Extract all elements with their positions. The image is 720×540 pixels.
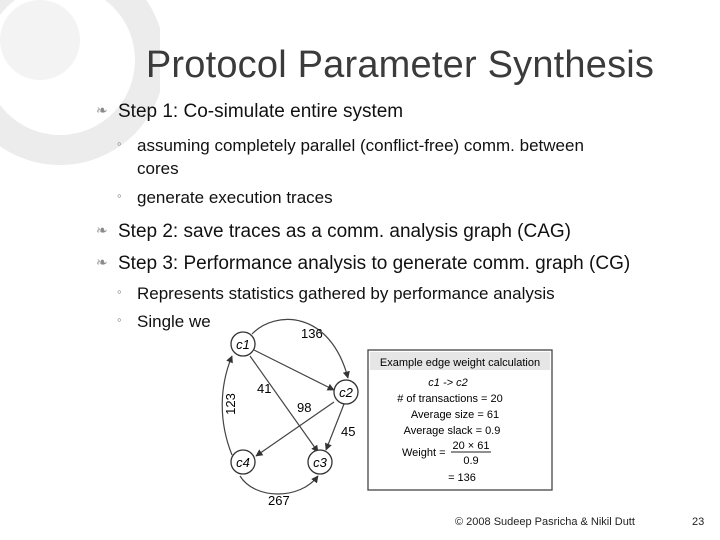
box-numerator: 20 × 61 <box>452 440 490 452</box>
box-avg-size: Average size = 61 <box>410 409 500 421</box>
comm-graph-figure <box>210 316 560 516</box>
edge-c1-c2 <box>252 319 348 378</box>
node-c1 <box>231 332 255 356</box>
svg-text:c4: c4 <box>236 455 250 470</box>
box-result: = 136 <box>448 472 476 484</box>
edge-weight-calculation-box <box>368 350 552 490</box>
bullet-icon: ❧ <box>96 102 108 118</box>
bullet-icon: ❧ <box>96 222 108 238</box>
node-c2 <box>334 380 358 404</box>
sub-bullet-parallel-line2: cores <box>137 159 179 178</box>
sub-bullet-icon: ◦ <box>117 284 122 299</box>
bullet-step-2 <box>96 221 572 243</box>
bullet-step-1 <box>96 101 404 123</box>
sub-bullet-icon: ◦ <box>117 188 122 203</box>
node-c3 <box>308 450 332 474</box>
bullet-step-3-text: Step 3: Performance analysis to generate comm. graph (CG) <box>118 253 631 274</box>
slide-title: Protocol Parameter Synthesis <box>145 44 655 86</box>
svg-text:c3: c3 <box>313 455 327 470</box>
node-c4 <box>231 450 255 474</box>
bullet-step-1-text: Step 1: Co-simulate entire system <box>118 101 404 122</box>
box-edge: c1 -> c2 <box>428 377 468 389</box>
edge-c2-c4 <box>256 402 334 456</box>
sub-bullet-single-text: Single we <box>137 312 211 331</box>
sub-bullet-single <box>117 312 211 332</box>
edge-c4-c3 <box>240 476 318 494</box>
box-title: Example edge weight calculation <box>379 357 541 369</box>
sub-bullet-traces <box>117 188 333 208</box>
sub-bullet-parallel-line1: assuming completely parallel (conflict-free) comm. between <box>137 136 584 155</box>
sub-bullet-parallel <box>117 136 584 156</box>
sub-bullet-statistics <box>117 284 555 304</box>
bullet-step-2-text: Step 2: save traces as a comm. analysis graph (CAG) <box>118 221 572 242</box>
edge-label-136: 136 <box>301 326 323 341</box>
bullet-step-3 <box>96 253 631 275</box>
svg-text:c1: c1 <box>236 337 250 352</box>
svg-text:c2: c2 <box>339 385 353 400</box>
edge-label-41: 41 <box>257 381 272 396</box>
box-weight-label: Weight = <box>402 447 446 459</box>
edge-label-267: 267 <box>268 493 290 508</box>
sub-bullet-icon: ◦ <box>117 312 122 327</box>
box-avg-slack: Average slack = 0.9 <box>403 425 501 437</box>
sub-bullet-statistics-text: Represents statistics gathered by performance analysis <box>137 284 555 303</box>
corner-decoration <box>0 0 160 180</box>
edge-label-45: 45 <box>341 424 356 439</box>
edge-label-123: 123 <box>223 393 238 415</box>
page-number: 23 <box>692 516 705 528</box>
bullet-icon: ❧ <box>96 254 108 270</box>
box-denominator: 0.9 <box>463 455 479 467</box>
box-transactions: # of transactions = 20 <box>397 393 503 405</box>
sub-bullet-icon: ◦ <box>117 136 122 151</box>
sub-bullet-traces-text: generate execution traces <box>137 188 333 207</box>
edge-label-98: 98 <box>297 400 312 415</box>
slide-footer: © 2008 Sudeep Pasricha & Nikil Dutt <box>455 516 635 528</box>
sub-bullet-parallel-cont <box>137 159 179 179</box>
